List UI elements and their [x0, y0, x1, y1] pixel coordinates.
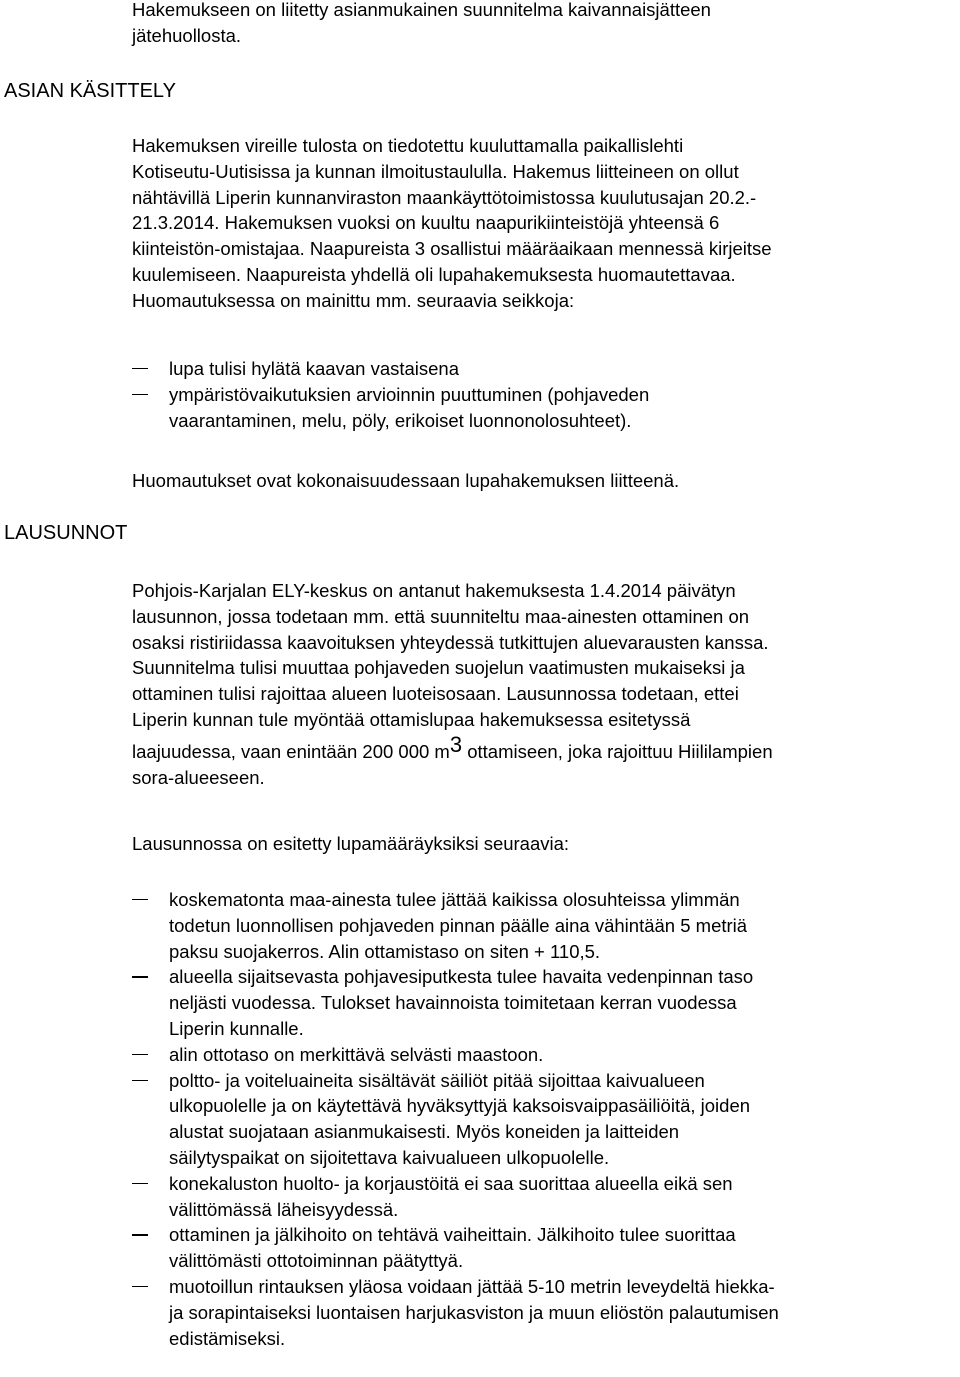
- dash-bullet-icon: [132, 976, 148, 977]
- list-item: [132, 964, 958, 1041]
- list-item: [132, 1274, 958, 1351]
- paragraph-line: ottaminen tulisi rajoittaa alueen luoteisosaan. Lausunnossa todetaan, ettei: [132, 683, 739, 705]
- list-item-line: edistämiseksi.: [169, 1327, 286, 1349]
- paragraph-line: Hakemukseen on liitetty asianmukainen suunnitelma kaivannaisjätteen: [132, 0, 711, 20]
- paragraph-line: Hakemuksen vireille tulosta on tiedotettu kuuluttamalla paikallislehti: [132, 135, 684, 156]
- list-item-line: säilytyspaikat on sijoitettava kaivualueen ulkopuolelle.: [169, 1146, 610, 1168]
- dash-bullet-icon: [132, 899, 148, 900]
- list-item-line: neljästi vuodessa. Tulokset havainnoista toimitetaan kerran vuodessa: [169, 992, 737, 1014]
- list-item: [132, 887, 958, 964]
- paragraph-line-volume: [132, 731, 958, 765]
- paragraph-line: sora-alueeseen.: [132, 766, 265, 788]
- volume-text-after: ottamiseen, joka rajoittuu Hiililampien: [462, 740, 773, 762]
- list-item-line: alueella sijaitsevasta pohjavesiputkesta tulee havaita vedenpinnan taso: [169, 966, 754, 988]
- processing-paragraph: [132, 133, 958, 314]
- dash-bullet-icon: [132, 368, 148, 369]
- list-item-line: todetun luonnollisen pohjaveden pinnan päälle aina vähintään 5 metriä: [169, 914, 748, 936]
- paragraph-line: Huomautuksessa on mainittu mm. seuraavia seikkoja:: [132, 289, 575, 311]
- paragraph-line: osaksi ristiriidassa kaavoituksen yhteydessä tutkittujen aluevarausten kanssa.: [132, 631, 769, 653]
- volume-text: laajuudessa, vaan enintään 200 000 m: [132, 740, 450, 762]
- list-item-line: ulkopuolelle ja on käytettävä hyväksyttyjä kaksoisvaippasäiliöitä, joiden: [169, 1095, 751, 1117]
- dash-bullet-icon: [132, 1234, 148, 1235]
- list-item-line: konekaluston huolto- ja korjaustöitä ei saa suorittaa alueella eikä sen: [169, 1172, 733, 1194]
- paragraph-line: kuulemiseen. Naapureista yhdellä oli lupahakemuksesta huomautettavaa.: [132, 263, 736, 285]
- paragraph-line: Kotiseutu-Uutisissa ja kunnan ilmoitustaululla. Hakemus liitteineen on ollut: [132, 160, 739, 182]
- list-item-line: ja sorapintaiseksi luontaisen harjukasviston ja muun eliöstön palautumisen: [169, 1301, 779, 1323]
- paragraph-line: kiinteistön-omistajaa. Naapureista 3 osallistui määräaikaan mennessä kirjeitse: [132, 238, 772, 260]
- list-item-line: paksu suojakerros. Alin ottamistaso on siten + 110,5.: [169, 940, 601, 962]
- paragraph-line: 21.3.2014. Hakemuksen vuoksi on kuultu naapurikiinteistöjä yhteensä 6: [132, 212, 720, 234]
- dash-bullet-icon: [132, 1080, 148, 1081]
- list-item-line: Liperin kunnalle.: [169, 1017, 304, 1039]
- list-item-line: välittömästi ottotoiminnan päätyttyä.: [169, 1250, 464, 1272]
- paragraph-line: jätehuollosta.: [132, 24, 242, 46]
- remarks-list: [132, 356, 958, 433]
- dash-bullet-icon: [132, 1286, 148, 1287]
- dash-bullet-icon: [132, 1054, 148, 1055]
- list-item: [132, 1068, 958, 1171]
- list-item: [132, 382, 958, 434]
- cubic-exponent: 3: [449, 731, 463, 757]
- section-label-lausunnot: LAUSUNNOT: [4, 522, 128, 544]
- dash-bullet-icon: [132, 394, 148, 395]
- list-item-line: lupa tulisi hylätä kaavan vastaisena: [169, 358, 460, 379]
- paragraph-line: lausunnon, jossa todetaan mm. että suunniteltu maa-ainesten ottaminen on: [132, 605, 750, 627]
- list-item: [132, 1171, 958, 1223]
- section-label-asian-kasittely: ASIAN KÄSITTELY: [4, 80, 176, 102]
- conditions-list: [132, 887, 958, 1351]
- ely-statement-paragraph: [132, 578, 958, 790]
- list-item: [132, 1222, 958, 1274]
- list-item-line: alin ottotaso on merkittävä selvästi maastoon.: [169, 1043, 544, 1065]
- conditions-intro: Lausunnossa on esitetty lupamääräyksiksi seuraavia:: [132, 833, 570, 854]
- paragraph-line: Liperin kunnan tule myöntää ottamislupaa hakemuksessa esitetyssä: [132, 708, 691, 730]
- paragraph-line: Pohjois-Karjalan ELY-keskus on antanut hakemuksesta 1.4.2014 päivätyn: [132, 580, 736, 601]
- list-item: [132, 1042, 958, 1068]
- list-item-line: välittömässä läheisyydessä.: [169, 1198, 399, 1220]
- list-item-line: ottaminen ja jälkihoito on tehtävä vaiheittain. Jälkihoito tulee suorittaa: [169, 1224, 736, 1246]
- remarks-summary: Huomautukset ovat kokonaisuudessaan lupahakemuksen liitteenä.: [132, 470, 680, 491]
- dash-bullet-icon: [132, 1183, 148, 1184]
- paragraph-line: Suunnitelma tulisi muuttaa pohjaveden suojelun vaatimusten mukaiseksi ja: [132, 657, 745, 679]
- list-item: [132, 356, 958, 382]
- paragraph-line: nähtävillä Liperin kunnanviraston maankäyttötoimistossa kuulutusajan 20.2.-: [132, 186, 757, 208]
- list-item-line: ympäristövaikutuksien arvioinnin puuttuminen (pohjaveden: [169, 383, 650, 405]
- list-item-line: poltto- ja voiteluaineita sisältävät säiliöt pitää sijoittaa kaivualueen: [169, 1069, 705, 1091]
- list-item-line: vaarantaminen, melu, pöly, erikoiset luonnonolosuhteet).: [169, 409, 632, 431]
- list-item-line: koskematonta maa-ainesta tulee jättää kaikissa olosuhteissa ylimmän: [169, 889, 740, 910]
- list-item-line: alustat suojataan asianmukaisesti. Myös koneiden ja laitteiden: [169, 1121, 680, 1143]
- attachment-paragraph: [132, 0, 958, 49]
- list-item-line: muotoillun rintauksen yläosa voidaan jättää 5-10 metrin leveydeltä hiekka-: [169, 1275, 775, 1297]
